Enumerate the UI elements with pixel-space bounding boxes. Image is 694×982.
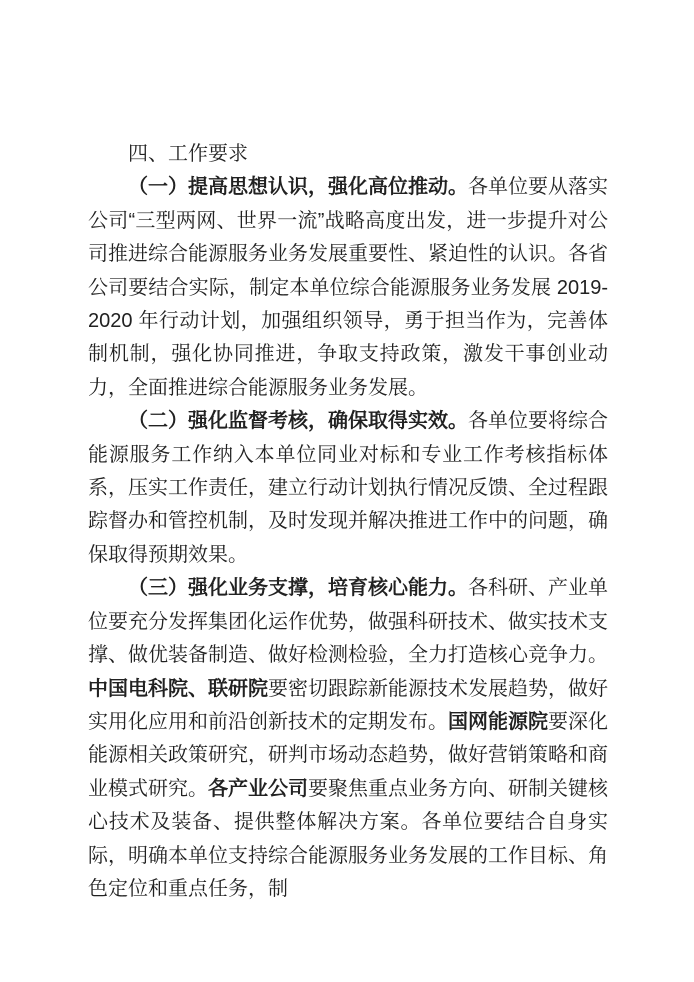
- text-run: 要深化能源相关政策研究，研判市场动态趋势，做好营销策略和商业模式研究。: [88, 710, 608, 800]
- bold-text-run: 各产业公司: [208, 777, 308, 800]
- text-run: 要密切跟踪新能源技术发展趋势，做好实用化应用和前沿创新技术的定期发布。: [88, 677, 608, 733]
- bold-text-run: （一）提高思想认识，强化高位推动。: [128, 176, 468, 199]
- document-body: [88, 171, 608, 906]
- bold-text-run: （三）强化业务支撑，培育核心能力。: [128, 577, 468, 600]
- text-run: 各单位要从落实公司“三型两网、世界一流”战略高度出发，进一步提升对公司推进综合能源服务业务发展重要性、紧迫性的认识。各省公司要结合实际，制定本单位综合能源服务业务发展 2019-2020 年行动计划，加强组织领导，勇于担当作为，完善体制机制，强化协同推进，争取支持政策，激发干事创业动力，全面推进综合能源服务业务发展。: [88, 176, 608, 399]
- paragraph: [88, 572, 608, 906]
- text-run: 各单位要将综合能源服务工作纳入本单位同业对标和专业工作考核指标体系，压实工作责任，建立行动计划执行情况反馈、全过程跟踪督办和管控机制，及时发现并解决推进工作中的问题，确保取得预期效果。: [88, 410, 608, 566]
- text-run: 各科研、产业单位要充分发挥集团化运作优势，做强科研技术、做实技术支撑、做优装备制造、做好检测检验，全力打造核心竞争力。: [88, 577, 608, 667]
- text-run: 要聚焦重点业务方向、研制关键核心技术及装备、提供整体解决方案。各单位要结合自身实际，明确本单位支持综合能源服务业务发展的工作目标、角色定位和重点任务，制: [88, 777, 608, 900]
- document-content: [88, 138, 608, 906]
- bold-text-run: （二）强化监督考核，确保取得实效。: [128, 410, 468, 433]
- paragraph: [88, 171, 608, 405]
- bold-text-run: 国网能源院: [448, 710, 548, 733]
- section-heading: 四、工作要求: [128, 143, 248, 165]
- paragraph: [88, 405, 608, 572]
- bold-text-run: 中国电科院、联研院: [88, 677, 268, 700]
